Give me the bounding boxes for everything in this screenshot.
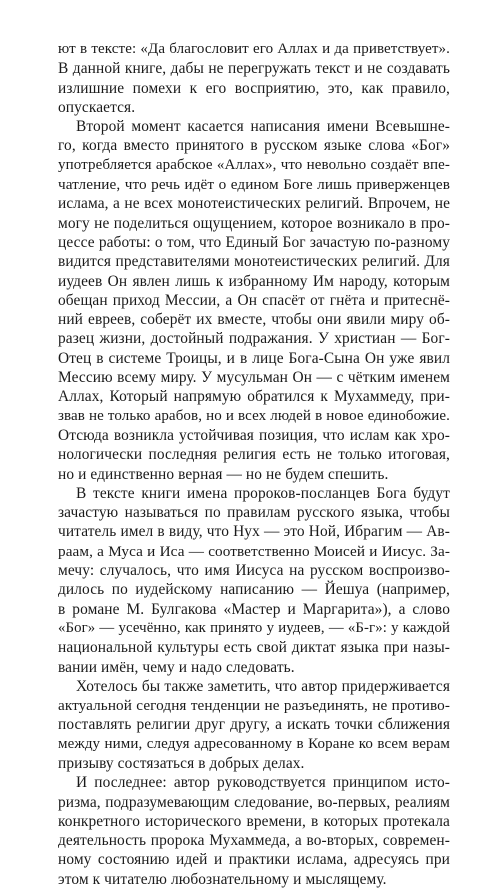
text-line: разец жизни, достойный подражания. У христиан — Бог- — [58, 330, 450, 348]
text-line: вании имён, чему и надо следовать. — [58, 658, 295, 676]
text-line: го, когда вместо принятого в русском языке слова «Бог» — [58, 137, 450, 155]
paragraph-2 — [58, 117, 450, 484]
text-line: В данной книге, дабы не перегружать текст и не создавать — [58, 60, 450, 78]
text-line: излишние помехи к его восприятию, это, как правило, — [58, 79, 450, 97]
text-line: могу не поделиться ощущением, которое возникало в про- — [58, 214, 450, 232]
text-line: опускается. — [58, 98, 136, 116]
text-line: ризма, подразумевающим следование, во-первых, реалиям — [58, 793, 450, 811]
text-line: зачастую называться по правилам русского языка, чтобы — [58, 504, 450, 522]
text-line: деятельность пророка Мухаммеда, а во-вторых, современ- — [58, 832, 450, 850]
document-page — [58, 40, 450, 889]
text-line: Хотелось бы также заметить, что автор придерживается — [76, 677, 450, 695]
paragraph-5 — [58, 773, 450, 889]
text-line: дилось по иудейскому написанию — Йешуа (например, — [58, 581, 450, 599]
text-line: конкретного исторического времени, в которых протекала — [58, 812, 450, 830]
text-line: видится представителями монотеистических религий. Для — [58, 253, 450, 271]
text-line: ют в тексте: «Да благословит его Аллах и да приветствует». — [58, 41, 450, 57]
text-line: Аллах, Который напрямую обратился к Мухаммеду, при- — [58, 388, 450, 406]
text-line: ному состоянию идей и практики ислама, адресуясь при — [58, 851, 450, 869]
text-line: «Бог» — усечённо, как принято у иудеев, — «Б-г»: у каждой — [58, 619, 450, 636]
text-line: мечу: случалось, что имя Иисуса на русском воспроизво- — [58, 562, 450, 580]
text-line: раам, а Муса и Иса — соответственно Моисей и Иисус. За- — [58, 542, 450, 560]
text-line: в романе М. Булгакова «Мастер и Маргарита»), а слово — [58, 600, 450, 618]
text-line: призыву состязаться в добрых делах. — [58, 754, 305, 772]
text-line: употребляется арабское «Аллах», что невольно создаёт впе- — [58, 156, 450, 173]
text-line: актуальной сегодня тенденции не разъединять, не противо- — [58, 697, 450, 715]
text-line: Отсюда возникла устойчивая позиция, что ислам как хро- — [58, 426, 450, 444]
text-line: В тексте книги имена пророков-посланцев Бога будут — [76, 484, 450, 502]
paragraph-4 — [58, 677, 450, 773]
text-line: обещан приход Мессии, а Он спасёт от гнёта и притеснё- — [58, 291, 450, 309]
text-line: поставлять религии друг другу, а искать точки сближения — [58, 716, 450, 734]
text-line: этом к читателю любознательному и мыслящему. — [58, 870, 387, 888]
text-line: Второй момент касается написания имени Всевышне- — [76, 118, 450, 136]
text-line: иудеев Он явлен лишь к избранному Им народу, которым — [58, 272, 450, 290]
text-line: цессе работы: о том, что Единый Бог зачастую по-разному — [58, 233, 450, 251]
text-line: Отец в системе Троицы, и в лице Бога-Сына Он уже явил — [58, 349, 450, 367]
text-line: читатель имел в виду, что Нух — это Ной, Ибрагим — Ав- — [58, 523, 450, 541]
text-line: ислама, а не всех монотеистических религий. Впрочем, не — [58, 195, 450, 213]
text-line: Мессию всему миру. У мусульман Он — с чётким именем — [58, 369, 450, 387]
text-line: чатление, что речь идёт о едином Боге лишь приверженцев — [58, 176, 450, 194]
paragraph-1 — [58, 40, 450, 117]
text-line: И последнее: автор руководствуется принципом исто- — [76, 774, 450, 792]
text-line: между ними, следуя адресованному в Коране ко всем верам — [58, 735, 450, 752]
text-line: но и единственно верная — но не будем спешить. — [58, 465, 389, 483]
text-line: национальной культуры есть свой диктат языка при назы- — [58, 639, 450, 657]
paragraph-3 — [58, 484, 450, 677]
text-line: звав не только арабов, но и всех людей в новое единобожие. — [58, 407, 450, 424]
text-line: ний евреев, соберёт их вместе, чтобы они явили миру об- — [58, 311, 450, 329]
text-line: нологически последняя религия есть не только итоговая, — [58, 446, 450, 464]
